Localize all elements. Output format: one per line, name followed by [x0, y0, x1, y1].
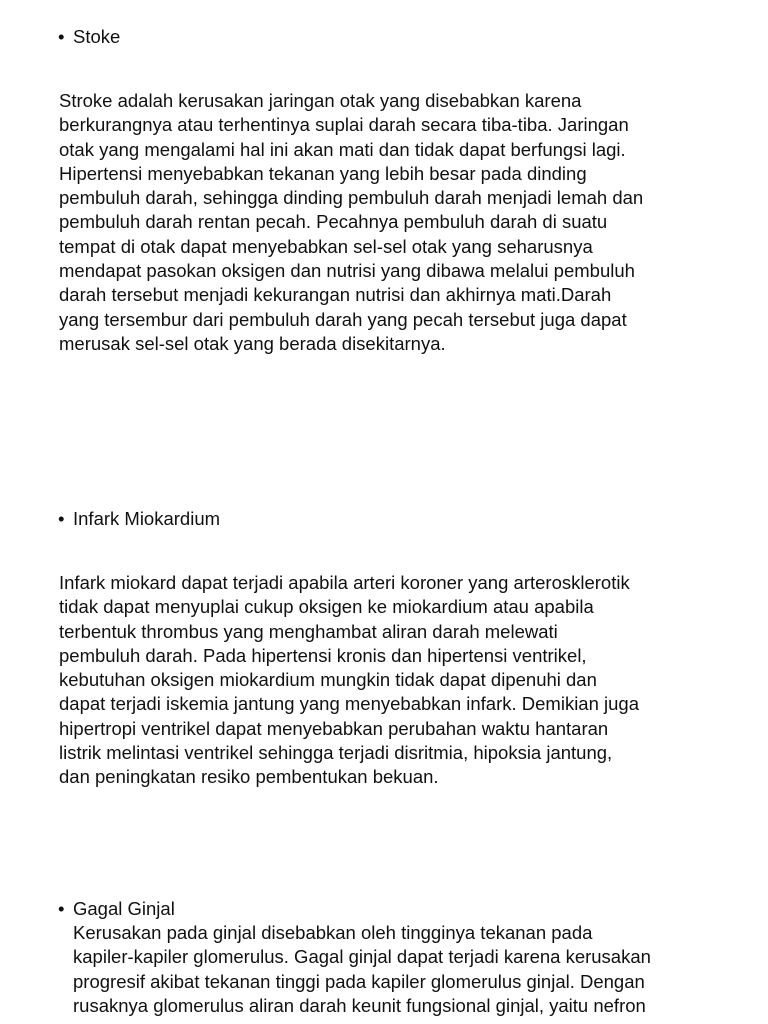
section-heading-gagal-ginjal	[58, 897, 175, 921]
paragraph-infark	[59, 571, 719, 790]
text-line: yang tersembur dari pembuluh darah yang pecah tersebut juga dapat	[59, 308, 627, 330]
heading-text: Infark Miokardium	[73, 508, 221, 529]
text-line: tidak dapat menyuplai cukup oksigen ke miokardium atau apabila	[59, 596, 594, 618]
text-line: berkurangnya atau terhentinya suplai darah secara tiba-tiba. Jaringan	[59, 114, 629, 136]
text-line: listrik melintasi ventrikel sehingga terjadi disritmia, hipoksia jantung,	[59, 742, 613, 764]
paragraph-gagal-ginjal	[73, 921, 723, 1018]
text-line: Hipertensi menyebabkan tekanan yang lebih besar pada dinding	[59, 162, 587, 184]
text-line: Infark miokard dapat terjadi apabila arteri koroner yang arterosklerotik	[59, 572, 630, 593]
text-line: mendapat pasokan oksigen dan nutrisi yang dibawa melalui pembuluh	[59, 260, 635, 282]
text-line: rusaknya glomerulus aliran darah keunit fungsional ginjal, yaitu nefron	[73, 994, 646, 1016]
bullet-icon: •	[58, 508, 65, 529]
text-line: hipertropi ventrikel dapat menyebabkan perubahan waktu hantaran	[59, 717, 609, 739]
text-line: pembuluh darah, sehingga dinding pembuluh darah menjadi lemah dan	[59, 187, 644, 209]
text-line: tempat di otak dapat menyebabkan sel-sel otak yang seharusnya	[59, 235, 593, 257]
text-line: darah tersebut menjadi kekurangan nutrisi dan akhirnya mati.Darah	[59, 284, 612, 306]
text-line: dan peningkatan resiko pembentukan bekuan.	[59, 766, 439, 788]
text-line: pembuluh darah rentan pecah. Pecahnya pembuluh darah di suatu	[59, 211, 608, 233]
text-line: pembuluh darah. Pada hipertensi kronis dan hipertensi ventrikel,	[59, 644, 587, 666]
section-heading-infark	[58, 507, 220, 531]
text-line: terbentuk thrombus yang menghambat aliran darah melewati	[59, 620, 558, 642]
text-line: otak yang mengalami hal ini akan mati dan tidak dapat berfungsi lagi.	[59, 138, 626, 160]
section-heading-stroke	[58, 25, 120, 49]
text-line: Kerusakan pada ginjal disebabkan oleh tingginya tekanan pada	[73, 922, 593, 943]
bullet-icon: •	[58, 26, 65, 47]
bullet-icon: •	[58, 898, 65, 919]
text-line: progresif akibat tekanan tinggi pada kapiler glomerulus ginjal. Dengan	[73, 970, 645, 992]
text-line: dapat terjadi iskemia jantung yang menyebabkan infark. Demikian juga	[59, 693, 640, 715]
heading-text: Stoke	[73, 26, 121, 47]
text-line: kebutuhan oksigen miokardium mungkin tidak dapat dipenuhi dan	[59, 669, 597, 691]
heading-text: Gagal Ginjal	[73, 898, 175, 919]
text-line: merusak sel-sel otak yang berada disekitarnya.	[59, 332, 446, 354]
text-line: Stroke adalah kerusakan jaringan otak yang disebabkan karena	[59, 90, 582, 111]
text-line: kapiler-kapiler glomerulus. Gagal ginjal dapat terjadi karena kerusakan	[73, 946, 651, 968]
paragraph-stroke	[59, 89, 719, 356]
